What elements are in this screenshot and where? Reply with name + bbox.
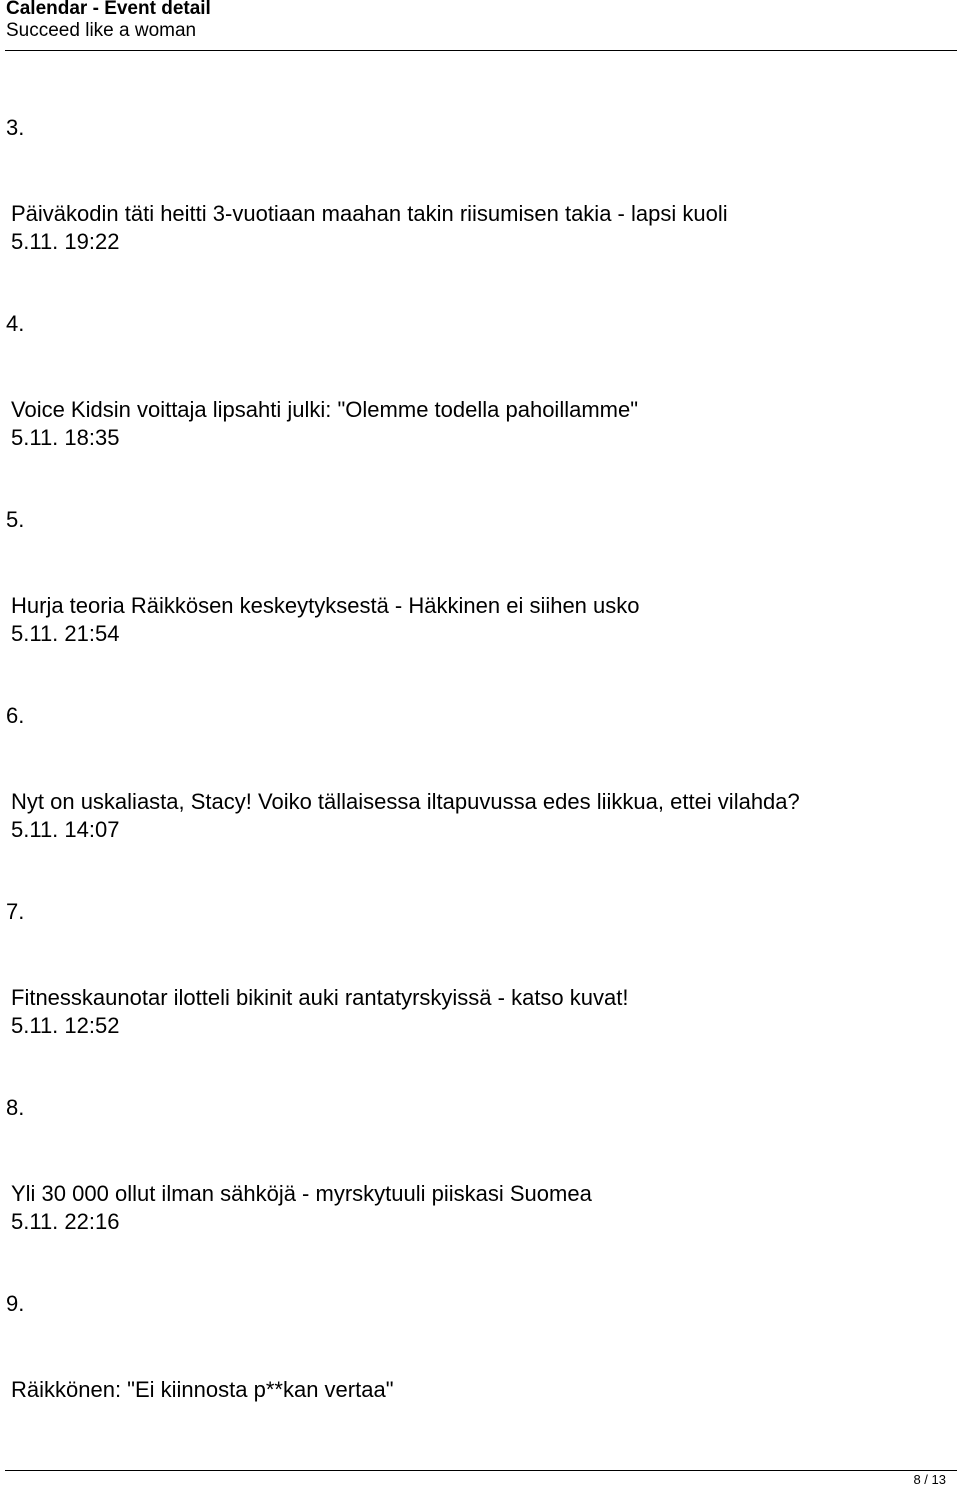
item-headline[interactable]: Yli 30 000 ollut ilman sähköjä - myrskytuuli piiskasi Suomea [11,1181,592,1206]
list-item [6,1095,946,1235]
item-number: 7. [6,899,25,924]
list-item [6,115,946,255]
header-divider [5,50,957,51]
item-headline[interactable]: Räikkönen: "Ei kiinnosta p**kan vertaa" [11,1377,394,1402]
item-timestamp: 5.11. 22:16 [11,1209,120,1234]
item-headline[interactable]: Päiväkodin täti heitti 3-vuotiaan maahan takin riisumisen takia - lapsi kuoli [11,201,728,226]
item-number: 9. [6,1291,25,1316]
item-headline[interactable]: Voice Kidsin voittaja lipsahti julki: "Olemme todella pahoillamme" [11,397,639,422]
item-timestamp: 5.11. 19:22 [11,229,120,254]
footer-divider [5,1470,957,1471]
list-item [6,703,946,843]
page-header [6,0,956,42]
list-item [6,507,946,647]
item-headline[interactable]: Fitnesskaunotar ilotteli bikinit auki rantatyrskyissä - katso kuvat! [11,985,629,1010]
item-number: 4. [6,311,25,336]
list-item [6,311,946,451]
item-timestamp: 5.11. 14:07 [11,817,120,842]
item-headline[interactable]: Nyt on uskaliasta, Stacy! Voiko tällaisessa iltapuvussa edes liikkua, ettei vilahda? [11,789,800,814]
item-timestamp: 5.11. 21:54 [11,621,120,646]
item-timestamp: 5.11. 18:35 [11,425,120,450]
list-item [6,899,946,1039]
page-subtitle: Succeed like a woman [6,20,197,41]
item-number: 5. [6,507,25,532]
item-number: 3. [6,115,25,140]
list-item [6,1291,946,1403]
item-number: 8. [6,1095,25,1120]
item-number: 6. [6,703,25,728]
page-number: 8 / 13 [913,1472,946,1487]
item-headline[interactable]: Hurja teoria Räikkösen keskeytyksestä - Häkkinen ei siihen usko [11,593,640,618]
page-title: Calendar - Event detail [6,0,211,19]
item-timestamp: 5.11. 12:52 [11,1013,120,1038]
